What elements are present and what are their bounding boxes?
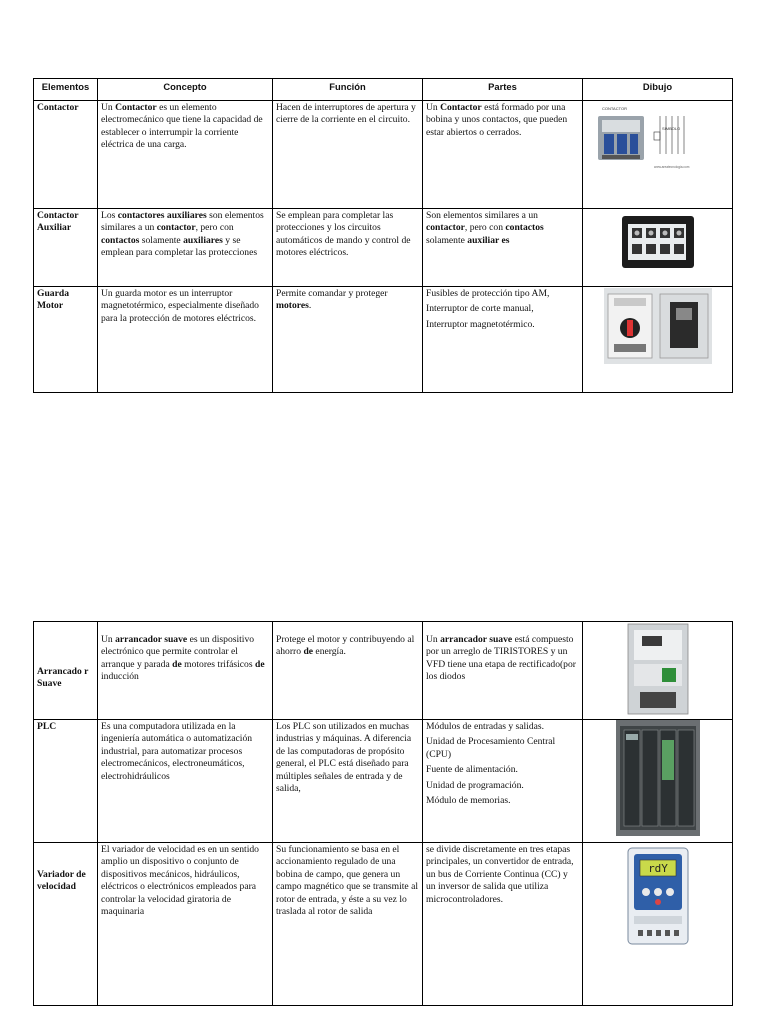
bold-term: Contactor [115, 102, 157, 113]
concepto-cell: El variador de velocidad es en un sentido amplio un dispositivo o conjunto de dispositivos mecánicos, hidráulicos, eléctricos o electrónicos empleados para controlar la velocidad giratoria de maquinaria [98, 843, 273, 1006]
bold-term: contactor [426, 222, 465, 234]
list-item: Módulos de entradas y salidas. [426, 721, 545, 732]
dibujo-cell [583, 720, 733, 843]
concepto-cell: Un guarda motor es un interruptor magnetotérmico, especialmente diseñado para la protección de motores eléctricos. [98, 287, 273, 393]
plc-image [616, 720, 700, 836]
table-row [34, 720, 733, 843]
table-row [34, 209, 733, 287]
funcion-cell: Permite comandar y proteger motores. [273, 287, 423, 393]
bold-term: auxiliar es [467, 234, 510, 246]
dibujo-cell [583, 209, 733, 287]
partes-cell [423, 720, 583, 843]
funcion-cell: Se emplean para completar las protecciones y los circuitos automáticos de mando y control de motores eléctricos. [273, 209, 423, 287]
funcion-cell: Protege el motor y contribuyendo al ahorro de energía. [273, 622, 423, 720]
header-funcion: Función [273, 79, 423, 101]
element-name: Contactor [34, 101, 98, 209]
element-name: Guarda Motor [34, 287, 98, 393]
dibujo-cell [583, 622, 733, 720]
bold-term: motores [276, 300, 309, 312]
header-partes: Partes [423, 79, 583, 101]
element-name: Arrancado r Suave [34, 622, 98, 720]
dibujo-cell [583, 287, 733, 393]
auxiliary-contactor-image [618, 210, 698, 274]
bold-term: Contactor [440, 102, 482, 113]
vfd-image [620, 844, 696, 948]
list-item: Módulo de memorias. [426, 795, 511, 807]
partes-cell: Un arrancador suave está compuesto por un arreglo de TIRISTORES y un VFD tiene una etapa de rectificado(por los diodos [423, 622, 583, 720]
table-row [34, 287, 733, 393]
bold-term: arrancador suave [440, 634, 513, 645]
contactor-image [592, 102, 724, 174]
bold-term: auxiliares [183, 234, 223, 246]
list-item: Interruptor magnetotérmico. [426, 318, 535, 330]
list-item: Fusibles de protección tipo AM, [426, 288, 550, 299]
bold-term: contactos [505, 222, 544, 234]
symbol-image-label: SIMBOLO [661, 126, 680, 131]
concepto-cell: Un arrancador suave es un dispositivo electrónico que permite controlar el arranque y parada de motores trifásicos de inducción [98, 622, 273, 720]
contactor-image-label: CONTACTOR [601, 106, 627, 111]
element-name: PLC [34, 720, 98, 843]
list-item: Interruptor de corte manual, [426, 303, 534, 315]
concepto-cell: Los contactores auxiliares son elementos similares a un contactor, pero con contactos solamente auxiliares y se emplean para completar las protecciones [98, 209, 273, 287]
header-concepto: Concepto [98, 79, 273, 101]
bold-term: de [255, 658, 265, 670]
header-elementos: Elementos [34, 79, 98, 101]
list-item: Unidad de Procesamiento Central (CPU) [426, 736, 556, 760]
bold-term: de [303, 646, 314, 658]
element-name: Variador de velocidad [34, 843, 98, 1006]
vfd-display-text: rdY [647, 862, 668, 875]
bold-term: contactor [156, 222, 196, 234]
concepto-cell: Es una computadora utilizada en la ingeniería automática o automatización industrial, para automatizar procesos electromecánicos, electroneumáticos, electrohidráulicos [98, 720, 273, 843]
list-item: Unidad de programación. [426, 779, 524, 791]
funcion-cell: Hacen de interruptores de apertura y cierre de la corriente en el circuito. [273, 101, 423, 209]
elements-table-2 [33, 621, 733, 1006]
table-header-row [34, 79, 733, 101]
dibujo-cell [583, 101, 733, 209]
bold-term: contactos [101, 234, 140, 246]
bold-term: arrancador suave [115, 634, 188, 645]
funcion-cell: Su funcionamiento se basa en el accionamiento regulado de una bobina de campo, que genera un campo magnético que se transmite al rotor de entrada, y éste a su vez lo traslada al rotor de salida [273, 843, 423, 1006]
table-row [34, 843, 733, 1006]
table-row [34, 622, 733, 720]
bold-term: contactores auxiliares [117, 210, 207, 221]
header-dibujo: Dibujo [583, 79, 733, 101]
dibujo-cell [583, 843, 733, 1006]
concepto-cell: Un Contactor es un elemento electromecánico que tiene la capacidad de establecer o interrumpir la corriente eléctrica de una carga. [98, 101, 273, 209]
image-caption: www.areatecnologia.com [653, 165, 689, 169]
bold-term: de [172, 658, 182, 670]
motor-guard-image [604, 288, 712, 364]
elements-table-1 [33, 78, 733, 393]
funcion-cell: Los PLC son utilizados en muchas industrias y máquinas. A diferencia de las computadoras de propósito general, el PLC está diseñado para múltiples señales de entrada y de salida, [273, 720, 423, 843]
list-item: Fuente de alimentación. [426, 764, 518, 776]
partes-cell [423, 287, 583, 393]
table-row [34, 101, 733, 209]
partes-cell: Un Contactor está formado por una bobina y unos contactos, que pueden estar abiertos o cerrados. [423, 101, 583, 209]
partes-cell: se divide discretamente en tres etapas principales, un convertidor de entrada, un bus de Corriente Continua (CC) y un inversor de salida que utiliza microcontroladores. [423, 843, 583, 1006]
soft-starter-image [622, 622, 694, 716]
partes-cell: Son elementos similares a un contactor, pero con contactos solamente auxiliar es [423, 209, 583, 287]
element-name: Contactor Auxiliar [34, 209, 98, 287]
